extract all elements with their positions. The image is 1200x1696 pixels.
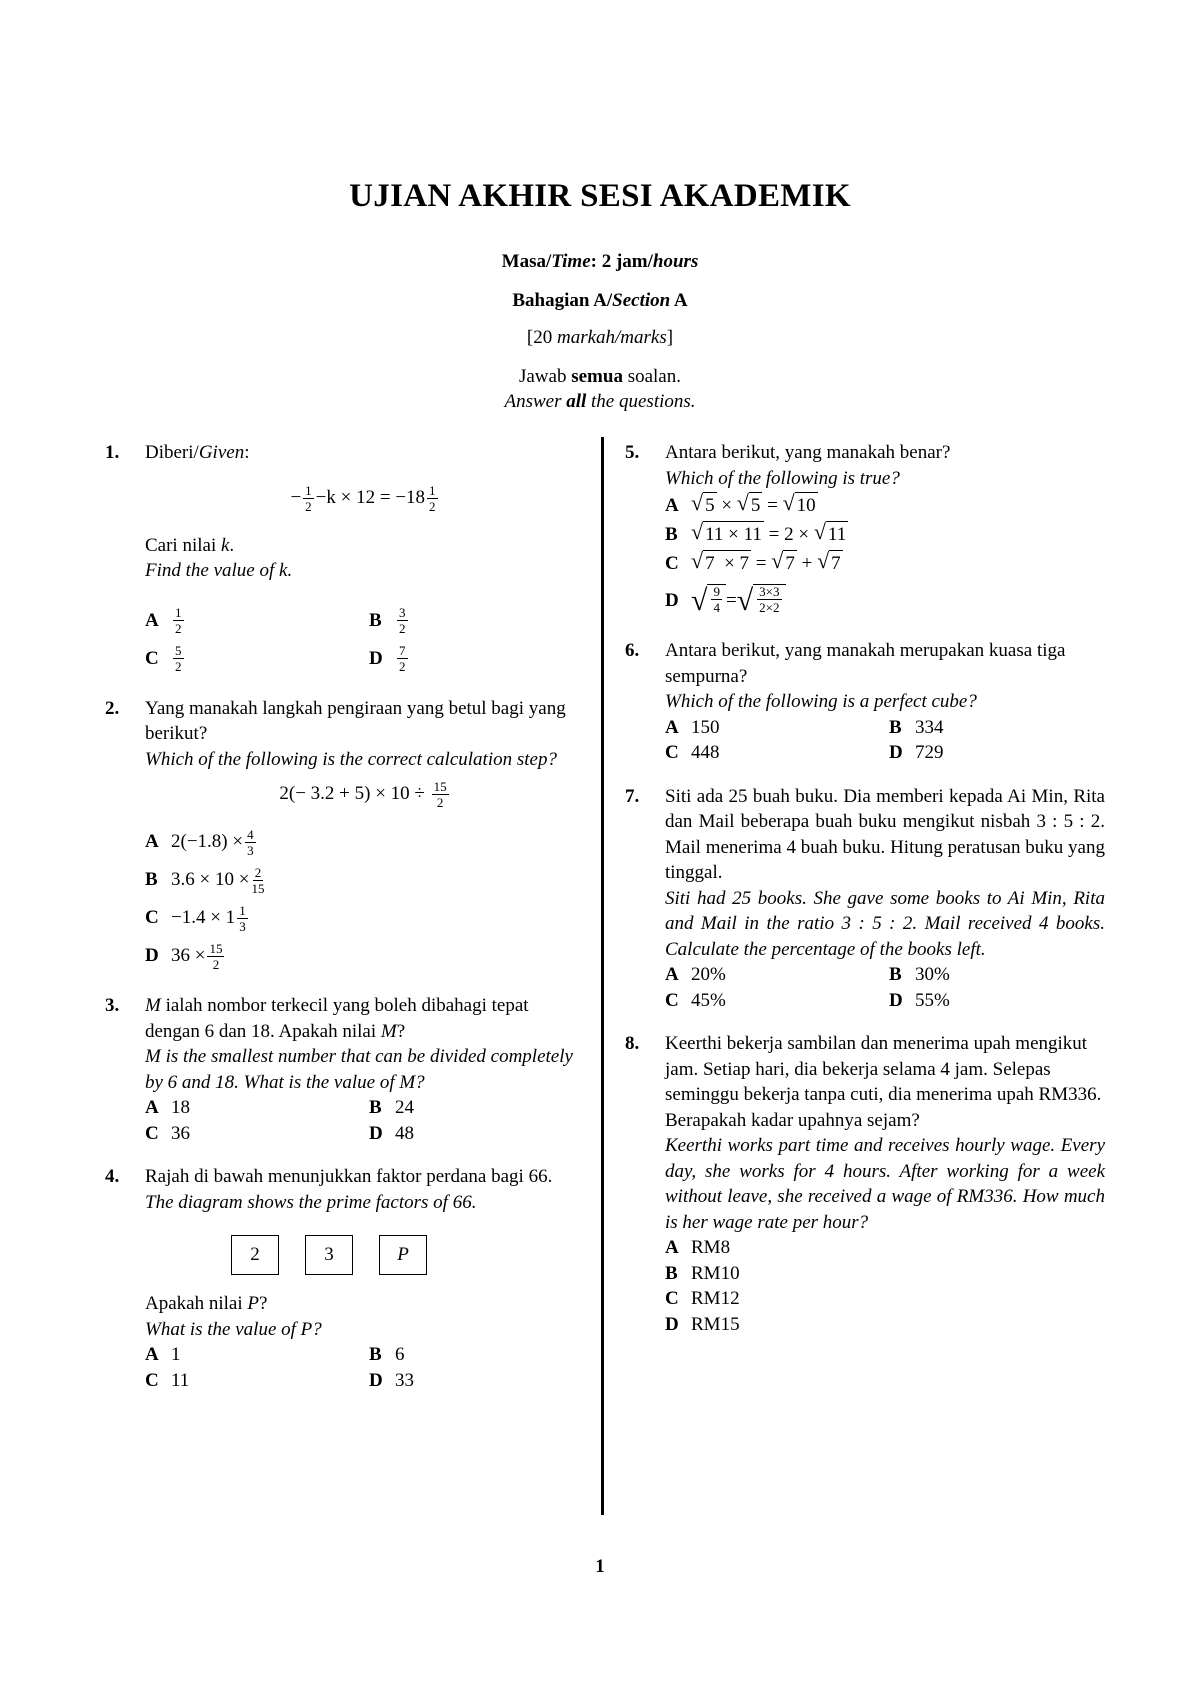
option-letter: C bbox=[145, 907, 159, 929]
fraction-denominator: 2 bbox=[175, 621, 182, 636]
sqrt-icon: √ bbox=[782, 490, 795, 516]
operator: = bbox=[725, 590, 737, 612]
fraction bbox=[397, 606, 408, 635]
fraction-numerator: 1 bbox=[239, 902, 246, 918]
option-a[interactable] bbox=[145, 602, 369, 640]
option-text: 6 bbox=[395, 1344, 405, 1365]
option-letter: B bbox=[145, 869, 158, 891]
radicand: 7 bbox=[783, 550, 797, 577]
radicand bbox=[753, 584, 785, 618]
option-letter: B bbox=[369, 1344, 382, 1365]
prime-factor-diagram bbox=[231, 1235, 585, 1275]
time-value-ms: : 2 jam/ bbox=[590, 251, 653, 272]
ask-ms-post: ? bbox=[258, 1293, 268, 1314]
fraction bbox=[251, 866, 264, 895]
sqrt-expression bbox=[691, 550, 751, 577]
option-text: 11 bbox=[171, 1369, 190, 1391]
option-letter: A bbox=[145, 1097, 159, 1118]
radicand: 5 bbox=[703, 492, 717, 519]
sqrt-icon: √ bbox=[817, 548, 830, 574]
operator: = bbox=[755, 552, 767, 574]
eq-main: 2(− 3.2 + 5) × 10 ÷ bbox=[279, 782, 425, 804]
option-letter: D bbox=[889, 742, 903, 763]
option-text: 2(−1.8) × bbox=[171, 831, 244, 853]
instr-ms-pre: Jawab bbox=[518, 366, 572, 387]
factor-box: 3 bbox=[305, 1235, 353, 1275]
operator: + bbox=[801, 552, 813, 574]
fraction bbox=[397, 644, 408, 673]
fraction-denominator: 4 bbox=[713, 600, 720, 615]
fraction-numerator: 1 bbox=[175, 605, 182, 620]
fraction-denominator: 2 bbox=[399, 659, 406, 674]
question-text-ms: Keerthi bekerja sambilan dan menerima upah mengikut jam. Setiap hari, dia bekerja selama 4 jam. Selepas seminggu bekerja tanpa cuti, dia menerima upah RM336. Berapakah kadar upahnya sejam? bbox=[665, 1033, 1102, 1131]
option-text: 24 bbox=[395, 1097, 414, 1118]
fraction bbox=[757, 585, 781, 614]
option-letter: D bbox=[665, 590, 679, 612]
option-a[interactable] bbox=[665, 491, 1105, 520]
question-2 bbox=[105, 696, 585, 976]
fraction-numerator: 7 bbox=[399, 643, 406, 658]
question-text-ms: Siti ada 25 buah buku. Dia memberi kepada Ai Min, Rita dan Mail beberapa buah buku mengikut nisbah 3 : 5 : 2. Mail menerima 4 buah buku. Hitung peratusan buku yang tinggal. bbox=[665, 785, 1105, 883]
eq-middle: −k × 12 = −18 bbox=[315, 486, 426, 508]
question-8 bbox=[625, 1031, 1105, 1337]
fraction-numerator: 5 bbox=[175, 643, 182, 658]
answer-options bbox=[145, 823, 585, 975]
fraction-numerator: 15 bbox=[433, 779, 447, 794]
equation bbox=[145, 484, 585, 513]
sqrt-icon: √ bbox=[813, 519, 826, 545]
option-text: −1.4 × 1 bbox=[171, 907, 236, 929]
option-letter: D bbox=[369, 647, 383, 669]
ask-ms-pre: Apakah nilai bbox=[145, 1293, 248, 1314]
option-text: 48 bbox=[395, 1122, 414, 1144]
instr-en-bold: all bbox=[566, 391, 587, 412]
question-text-ms: Antara berikut, yang manakah merupakan kuasa tiga sempurna? bbox=[665, 640, 1066, 687]
option-d[interactable] bbox=[665, 578, 1105, 624]
page-number: 1 bbox=[595, 1556, 605, 1577]
fraction bbox=[173, 606, 184, 635]
fraction-denominator: 2 bbox=[305, 498, 312, 514]
sqrt-expression bbox=[691, 492, 717, 519]
option-c[interactable] bbox=[145, 1368, 369, 1394]
question-text-en: Which of the following is true? bbox=[665, 467, 900, 489]
question-1 bbox=[105, 440, 585, 678]
ask-text-en: What is the value of P? bbox=[145, 1318, 322, 1340]
q-ms-2: ? bbox=[396, 1020, 406, 1042]
question-text-ms bbox=[145, 993, 585, 1044]
sqrt-expression bbox=[771, 550, 797, 577]
section-letter: A bbox=[670, 290, 688, 311]
ask-text-ms bbox=[145, 1291, 585, 1317]
answer-options bbox=[665, 715, 1105, 766]
option-letter: C bbox=[665, 989, 679, 1011]
time-label-en: Time bbox=[551, 251, 591, 272]
option-letter: B bbox=[665, 1262, 678, 1284]
q-ms-pre: Cari nilai bbox=[145, 534, 221, 556]
sqrt-icon: √ bbox=[771, 548, 784, 574]
option-text: 30% bbox=[915, 964, 950, 985]
option-letter: A bbox=[665, 964, 679, 985]
answer-options bbox=[145, 602, 585, 678]
sqrt-expression bbox=[737, 492, 763, 519]
option-text: 448 bbox=[691, 742, 720, 763]
given-en: Given bbox=[198, 442, 245, 463]
fraction bbox=[303, 484, 314, 513]
marks-close: ] bbox=[666, 327, 674, 348]
operator: × bbox=[721, 494, 733, 516]
option-letter: A bbox=[665, 716, 679, 738]
option-letter: D bbox=[145, 945, 159, 967]
option-b[interactable] bbox=[889, 962, 1113, 988]
question-number: 6. bbox=[625, 640, 640, 661]
option-letter: D bbox=[369, 1122, 383, 1144]
option-text: RM12 bbox=[691, 1288, 740, 1309]
option-letter: B bbox=[369, 609, 382, 631]
instr-en-post: the questions. bbox=[586, 391, 696, 412]
option-text: 18 bbox=[171, 1097, 190, 1118]
option-letter: C bbox=[665, 742, 679, 763]
option-letter: C bbox=[145, 1369, 159, 1391]
instr-en-pre: Answer bbox=[504, 391, 567, 412]
option-c[interactable] bbox=[145, 899, 585, 937]
option-text: 45% bbox=[691, 989, 726, 1011]
question-text-en: Siti had 25 books. She gave some books to Ai Min, Rita and Mail in the ratio 3 : 5 : 2. Mail received 4 books. Calculate the percentage of the books left. bbox=[665, 887, 1105, 960]
option-c[interactable] bbox=[665, 549, 1105, 578]
option-d[interactable] bbox=[369, 640, 593, 678]
ask-ms-var: P bbox=[247, 1293, 259, 1314]
answer-options bbox=[145, 1095, 585, 1146]
sqrt-expression bbox=[691, 521, 764, 548]
radicand bbox=[707, 584, 726, 618]
option-letter: A bbox=[665, 1237, 679, 1258]
fraction-denominator: 15 bbox=[251, 880, 265, 896]
fraction-numerator: 4 bbox=[247, 826, 254, 842]
question-text-en: The diagram shows the prime factors of 66. bbox=[145, 1191, 477, 1213]
equation bbox=[145, 780, 585, 809]
time-value-en: hours bbox=[652, 251, 699, 272]
marks-line bbox=[0, 327, 1200, 349]
option-text: RM10 bbox=[691, 1262, 740, 1284]
given-ms: Diberi/ bbox=[145, 442, 199, 463]
option-text: 334 bbox=[915, 716, 944, 738]
option-d[interactable] bbox=[889, 988, 1113, 1014]
question-number: 8. bbox=[625, 1033, 640, 1054]
option-letter: A bbox=[145, 831, 159, 853]
option-c[interactable] bbox=[665, 1286, 1105, 1312]
sqrt-expression bbox=[691, 584, 726, 618]
exam-title: UJIAN AKHIR SESI AKADEMIK bbox=[349, 178, 851, 214]
option-b[interactable] bbox=[369, 1342, 593, 1368]
option-text: 1 bbox=[171, 1344, 181, 1365]
question-text-en: Which of the following is the correct calculation step? bbox=[145, 748, 557, 770]
option-text: RM15 bbox=[691, 1313, 740, 1335]
question-5 bbox=[625, 440, 1105, 624]
q-ms-post: . bbox=[229, 534, 235, 556]
radicand: 11 bbox=[826, 521, 848, 548]
operator: = bbox=[767, 494, 778, 516]
sqrt-icon: √ bbox=[736, 490, 749, 516]
section-line bbox=[0, 290, 1200, 312]
fraction bbox=[207, 942, 224, 971]
question-6 bbox=[625, 638, 1105, 766]
sqrt-icon: √ bbox=[691, 490, 704, 516]
marks-label: markah/marks bbox=[556, 327, 667, 348]
q-var: M bbox=[380, 1020, 397, 1042]
option-letter: A bbox=[145, 1344, 159, 1365]
fraction-numerator: 1 bbox=[429, 482, 436, 498]
option-a[interactable] bbox=[665, 962, 889, 988]
question-7 bbox=[625, 784, 1105, 1014]
question-number: 7. bbox=[625, 785, 640, 807]
sqrt-icon: √ bbox=[691, 584, 708, 617]
question-4 bbox=[105, 1164, 585, 1393]
question-number: 2. bbox=[105, 697, 120, 719]
option-a[interactable] bbox=[145, 1095, 369, 1121]
option-text: 36 × bbox=[171, 945, 206, 967]
time-label-ms: Masa/ bbox=[501, 251, 552, 272]
fraction-numerator: 15 bbox=[209, 940, 223, 956]
option-letter: D bbox=[665, 1313, 679, 1335]
sqrt-expression bbox=[737, 584, 786, 618]
option-b[interactable] bbox=[369, 602, 593, 640]
instr-ms-post: soalan. bbox=[622, 366, 681, 387]
question-text-ms: Antara berikut, yang manakah benar? bbox=[665, 442, 951, 463]
operator: = 2 × bbox=[768, 523, 810, 545]
option-d[interactable] bbox=[889, 740, 1113, 766]
option-b[interactable] bbox=[665, 1261, 1105, 1287]
question-text-en: M is the smallest number that can be divided completely by 6 and 18. What is the value of M? bbox=[145, 1046, 573, 1093]
option-letter: A bbox=[665, 494, 679, 516]
radicand: 10 bbox=[795, 492, 818, 519]
sqrt-icon: √ bbox=[736, 584, 754, 617]
fraction-denominator: 2 bbox=[429, 498, 436, 514]
question-number: 3. bbox=[105, 995, 120, 1016]
option-d[interactable] bbox=[665, 1312, 1105, 1338]
option-letter: D bbox=[369, 1369, 383, 1391]
option-a[interactable] bbox=[665, 1235, 1105, 1261]
option-text: 33 bbox=[395, 1369, 414, 1391]
fraction-numerator: 9 bbox=[713, 584, 720, 599]
fraction-denominator: 2 bbox=[436, 795, 444, 810]
fraction-denominator: 2×2 bbox=[759, 600, 780, 615]
sqrt-icon: √ bbox=[691, 548, 704, 574]
factor-box: P bbox=[379, 1235, 427, 1275]
instr-ms-bold: semua bbox=[571, 366, 623, 387]
fraction-denominator: 2 bbox=[212, 956, 220, 972]
option-b[interactable] bbox=[369, 1095, 593, 1121]
section-label-en: Section bbox=[612, 290, 671, 311]
sqrt-expression bbox=[783, 492, 818, 519]
answer-options bbox=[665, 1235, 1105, 1337]
fraction bbox=[173, 644, 184, 673]
radicand: 7 × 7 bbox=[703, 550, 751, 577]
fraction-numerator: 2 bbox=[254, 864, 262, 880]
option-b[interactable] bbox=[889, 715, 1113, 741]
option-c[interactable] bbox=[145, 1121, 369, 1147]
eq-minus: − bbox=[290, 486, 302, 508]
option-letter: B bbox=[889, 964, 902, 985]
option-a[interactable] bbox=[145, 823, 585, 861]
option-letter: B bbox=[665, 523, 678, 545]
option-d[interactable] bbox=[369, 1121, 593, 1147]
sqrt-expression bbox=[817, 550, 843, 577]
q-ms-var: k bbox=[220, 534, 230, 556]
question-text-en: Keerthi works part time and receives hourly wage. Every day, she works for 4 hours. After working for a week without leave, she received a wage of RM336. How much is her wage rate per hour? bbox=[665, 1135, 1105, 1233]
option-c[interactable] bbox=[665, 740, 889, 766]
option-letter: B bbox=[889, 716, 902, 738]
fraction-numerator: 3 bbox=[399, 605, 406, 620]
fraction bbox=[245, 828, 256, 857]
right-column bbox=[625, 440, 1105, 1337]
option-text: 150 bbox=[691, 716, 720, 738]
radicand: 5 bbox=[749, 492, 763, 519]
option-text: 3.6 × 10 × bbox=[171, 869, 250, 891]
question-number: 1. bbox=[105, 442, 120, 463]
option-letter: A bbox=[145, 609, 159, 631]
answer-options bbox=[665, 962, 1105, 1013]
question-text-ms bbox=[145, 533, 585, 559]
option-a[interactable] bbox=[145, 1342, 369, 1368]
option-b[interactable] bbox=[665, 520, 1105, 549]
option-letter: C bbox=[145, 647, 159, 669]
option-letter: C bbox=[665, 1288, 679, 1309]
option-letter: C bbox=[665, 552, 679, 574]
option-d[interactable] bbox=[145, 937, 585, 975]
option-letter: C bbox=[145, 1122, 159, 1144]
instruction-ms bbox=[0, 366, 1200, 388]
column-divider bbox=[601, 437, 604, 1515]
option-letter: D bbox=[889, 989, 903, 1011]
question-3 bbox=[105, 993, 585, 1146]
question-text-ms: Rajah di bawah menunjukkan faktor perdana bagi 66. bbox=[145, 1166, 553, 1187]
q-ms-1: ialah nombor terkecil yang boleh dibahagi tepat dengan 6 dan 18. Apakah nilai bbox=[145, 995, 529, 1042]
section-label-ms: Bahagian A/ bbox=[512, 290, 613, 311]
answer-options bbox=[145, 1342, 585, 1393]
option-c[interactable] bbox=[145, 640, 369, 678]
question-number: 5. bbox=[625, 442, 640, 463]
fraction-numerator: 3×3 bbox=[759, 584, 780, 599]
fraction bbox=[432, 780, 449, 809]
radicand: 7 bbox=[829, 550, 843, 577]
q-var: M bbox=[145, 995, 161, 1016]
factor-box: 2 bbox=[231, 1235, 279, 1275]
fraction bbox=[237, 904, 248, 933]
marks-open: [20 bbox=[526, 327, 557, 348]
option-text: 36 bbox=[171, 1122, 190, 1144]
fraction-denominator: 3 bbox=[239, 918, 246, 934]
option-letter: B bbox=[369, 1097, 382, 1118]
sqrt-expression bbox=[814, 521, 848, 548]
fraction-denominator: 3 bbox=[247, 842, 254, 858]
left-column bbox=[105, 440, 585, 1393]
option-text: RM8 bbox=[691, 1237, 731, 1258]
fraction-numerator: 1 bbox=[305, 482, 312, 498]
instruction-en bbox=[0, 391, 1200, 413]
option-b[interactable] bbox=[145, 861, 585, 899]
sqrt-icon: √ bbox=[691, 519, 704, 545]
option-text: 20% bbox=[691, 964, 726, 985]
question-text-en: Which of the following is a perfect cube? bbox=[665, 691, 977, 712]
option-c[interactable] bbox=[665, 988, 889, 1014]
time-line bbox=[0, 251, 1200, 273]
given-line bbox=[145, 440, 585, 466]
question-number: 4. bbox=[105, 1166, 120, 1187]
fraction-denominator: 2 bbox=[399, 621, 406, 636]
given-colon: : bbox=[244, 442, 250, 463]
fraction bbox=[427, 484, 438, 513]
question-text-ms: Yang manakah langkah pengiraan yang betul bagi yang berikut? bbox=[145, 697, 566, 744]
fraction-denominator: 2 bbox=[175, 659, 182, 674]
option-text: 729 bbox=[915, 742, 944, 763]
question-text-en: Find the value of k. bbox=[145, 560, 293, 581]
option-d[interactable] bbox=[369, 1368, 593, 1394]
option-a[interactable] bbox=[665, 715, 889, 741]
option-text: 55% bbox=[915, 989, 950, 1011]
radicand: 11 × 11 bbox=[703, 521, 764, 548]
fraction bbox=[711, 585, 722, 614]
